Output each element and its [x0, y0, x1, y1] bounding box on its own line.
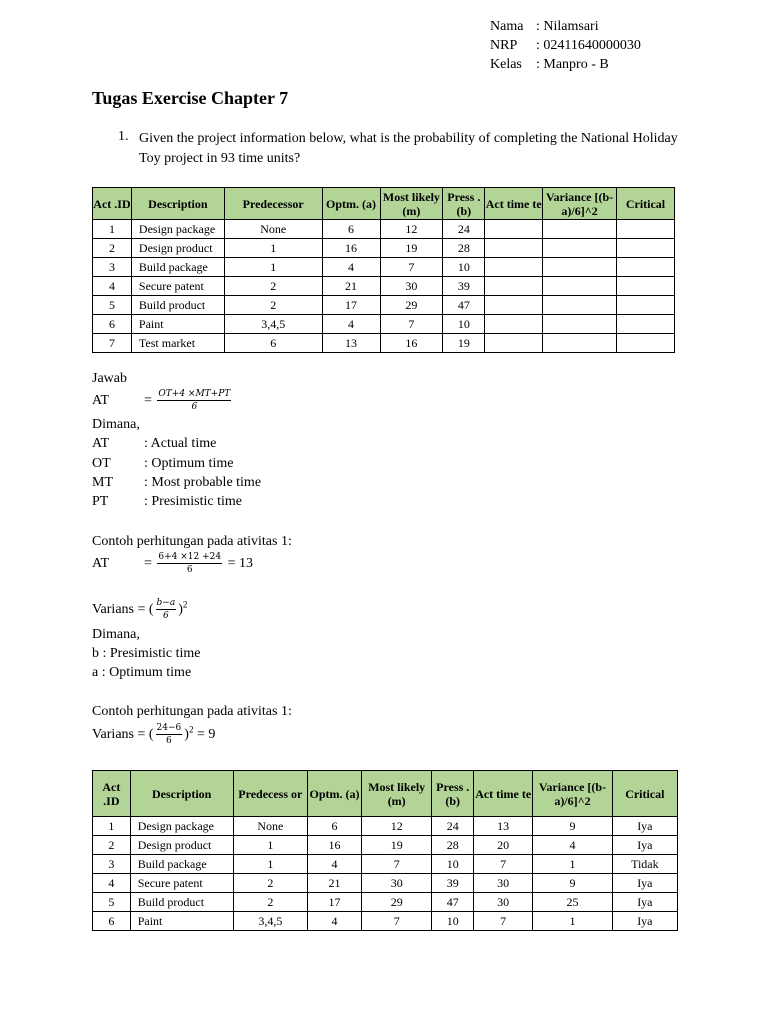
at-formula-fraction	[157, 389, 231, 413]
at-formula-denominator: 6	[191, 402, 198, 412]
table-cell: 19	[443, 334, 485, 353]
table-cell: 7	[474, 855, 533, 874]
nrp-key: NRP	[490, 38, 518, 53]
table-cell: 1	[93, 220, 132, 239]
table-cell: 1	[533, 855, 612, 874]
table-cell: 7	[380, 315, 443, 334]
table-cell: 21	[308, 874, 362, 893]
table-cell: 7	[380, 258, 443, 277]
table-cell: None	[233, 817, 307, 836]
definition-item	[92, 456, 233, 472]
jawab-label: Jawab	[92, 371, 127, 386]
column-header: Description	[131, 188, 224, 220]
ex2-close: )	[184, 727, 189, 743]
table-cell	[485, 239, 543, 258]
table-cell: 4	[322, 315, 380, 334]
table-cell: 28	[443, 239, 485, 258]
table-row	[93, 817, 678, 836]
table-cell: 39	[432, 874, 474, 893]
ex1-result: = 13	[227, 556, 254, 572]
table-cell	[485, 296, 543, 315]
table-cell: 3,4,5	[233, 912, 307, 931]
table-cell: 12	[380, 220, 443, 239]
table-cell: Build product	[131, 296, 224, 315]
table-cell: 4	[308, 855, 362, 874]
table-cell: 24	[443, 220, 485, 239]
definition-key: PT	[92, 494, 109, 509]
table-cell: 30	[380, 277, 443, 296]
varians-fraction	[156, 598, 177, 622]
contoh-label-1: Contoh perhitungan pada ativitas 1:	[92, 534, 292, 549]
at-label: AT	[92, 393, 110, 409]
column-header: Description	[130, 771, 233, 817]
varians-exponent: 2	[182, 599, 188, 610]
table-cell: Iya	[612, 893, 677, 912]
definition-value: : Optimum time	[144, 456, 234, 471]
column-header: Predecess or	[233, 771, 307, 817]
table-cell: Design product	[130, 836, 233, 855]
table-cell	[485, 315, 543, 334]
ex1-label: AT	[92, 556, 110, 572]
table-cell: 6	[93, 315, 132, 334]
table-cell: 28	[432, 836, 474, 855]
table-row	[93, 258, 675, 277]
table2-header-row	[93, 771, 678, 817]
table-cell: Design package	[131, 220, 224, 239]
column-header: Variance [(b-a)/6]^2	[543, 188, 617, 220]
b-definition: b : Presimistic time	[92, 646, 201, 661]
student-class	[490, 57, 609, 73]
table-cell	[617, 296, 675, 315]
table-cell	[543, 315, 617, 334]
question-number: 1.	[118, 129, 129, 144]
activity-table-empty	[92, 187, 675, 353]
table-row	[93, 239, 675, 258]
table-cell: Iya	[612, 836, 677, 855]
table-cell	[485, 334, 543, 353]
table-cell: Build product	[130, 893, 233, 912]
definition-value: : Presimistic time	[144, 494, 242, 509]
table-row	[93, 912, 678, 931]
table-cell: 2	[224, 296, 322, 315]
table-cell: 4	[533, 836, 612, 855]
table-row	[93, 220, 675, 239]
table-cell: 19	[362, 836, 432, 855]
table-cell: 2	[224, 277, 322, 296]
table-cell: 5	[93, 296, 132, 315]
column-header: Predecessor	[224, 188, 322, 220]
table-cell: Iya	[612, 817, 677, 836]
column-header: Act .ID	[93, 771, 131, 817]
table-cell: Paint	[131, 315, 224, 334]
table-cell	[485, 258, 543, 277]
table-cell	[543, 220, 617, 239]
kelas-value: : Manpro - B	[536, 57, 609, 72]
table-cell: 7	[93, 334, 132, 353]
table-cell: 30	[362, 874, 432, 893]
table-cell: 13	[322, 334, 380, 353]
dimana-label-2: Dimana,	[92, 627, 140, 642]
definition-item	[92, 494, 242, 510]
table-cell: Build package	[130, 855, 233, 874]
varians-denominator: 6	[163, 611, 169, 621]
table-cell: 19	[380, 239, 443, 258]
table-cell: 12	[362, 817, 432, 836]
ex2-exponent: 2	[188, 724, 194, 735]
table-row	[93, 296, 675, 315]
table-cell: 21	[322, 277, 380, 296]
column-header: Most likely (m)	[362, 771, 432, 817]
table-cell	[617, 334, 675, 353]
table-cell: 2	[93, 836, 131, 855]
table-cell: 10	[432, 912, 474, 931]
table-cell: 17	[322, 296, 380, 315]
table-cell: None	[224, 220, 322, 239]
table-cell	[543, 334, 617, 353]
ex2-result: = 9	[193, 727, 216, 743]
column-header: Critical	[617, 188, 675, 220]
table-cell: Build package	[131, 258, 224, 277]
table-row	[93, 874, 678, 893]
table1-body	[93, 220, 675, 353]
column-header: Optm. (a)	[322, 188, 380, 220]
definition-key: AT	[92, 436, 110, 451]
column-header: Act .ID	[93, 188, 132, 220]
at-example	[92, 552, 253, 576]
contoh-label-2: Contoh perhitungan pada ativitas 1:	[92, 704, 292, 719]
table-cell: 6	[308, 817, 362, 836]
table-cell: 5	[93, 893, 131, 912]
table-cell: 25	[533, 893, 612, 912]
ex1-fraction	[157, 552, 222, 576]
table-cell: Secure patent	[131, 277, 224, 296]
table-cell	[617, 258, 675, 277]
name-key: Nama	[490, 19, 524, 34]
at-formula-numerator: OT+4 ×MT+PT	[158, 389, 231, 399]
table-cell: 1	[224, 258, 322, 277]
student-nrp	[490, 38, 641, 54]
table-cell: 1	[233, 855, 307, 874]
dimana-label-1: Dimana,	[92, 417, 140, 432]
definition-item	[92, 475, 261, 491]
page-title: Tugas Exercise Chapter 7	[92, 88, 289, 108]
a-definition: a : Optimum time	[92, 665, 192, 680]
table-cell: 30	[474, 874, 533, 893]
column-header: Critical	[612, 771, 677, 817]
table-cell: 20	[474, 836, 533, 855]
table-cell	[617, 315, 675, 334]
varians-example	[92, 723, 215, 747]
table-cell: 29	[380, 296, 443, 315]
table-cell: 6	[224, 334, 322, 353]
ex1-numerator: 6+4 ×12 +24	[158, 552, 222, 562]
table-cell: 30	[474, 893, 533, 912]
table-cell: 4	[322, 258, 380, 277]
varians-numerator: b−a	[156, 598, 176, 608]
column-header: Variance [(b-a)/6]^2	[533, 771, 612, 817]
at-formula	[92, 389, 233, 413]
table-cell: 16	[380, 334, 443, 353]
student-name	[490, 19, 599, 35]
table-cell: 4	[308, 912, 362, 931]
table-cell: 2	[233, 874, 307, 893]
table-cell	[617, 239, 675, 258]
definition-key: MT	[92, 475, 113, 490]
kelas-key: Kelas	[490, 57, 522, 72]
column-header: Act time te	[474, 771, 533, 817]
table-cell: Tidak	[612, 855, 677, 874]
table-cell	[543, 258, 617, 277]
table-cell: 4	[93, 277, 132, 296]
column-header: Act time te	[485, 188, 543, 220]
table-cell: 2	[233, 893, 307, 912]
table-cell: 3	[93, 855, 131, 874]
table-cell: 1	[533, 912, 612, 931]
table-cell: 1	[224, 239, 322, 258]
ex2-fraction	[156, 723, 183, 747]
column-header: Press . (b)	[443, 188, 485, 220]
table-cell: 3	[93, 258, 132, 277]
equals-sign: =	[144, 556, 152, 572]
table-cell	[485, 277, 543, 296]
nrp-value: : 02411640000030	[536, 38, 641, 53]
table-cell: 16	[308, 836, 362, 855]
question-text: Given the project information below, what is the probability of completing the National Holiday Toy project in 93 time units?	[139, 131, 678, 166]
table-cell: 10	[432, 855, 474, 874]
table-cell: 1	[233, 836, 307, 855]
table-cell: 24	[432, 817, 474, 836]
table-row	[93, 855, 678, 874]
table-cell: Iya	[612, 874, 677, 893]
table-cell: 6	[322, 220, 380, 239]
table-cell: 39	[443, 277, 485, 296]
table-cell: 47	[432, 893, 474, 912]
table2-body	[93, 817, 678, 931]
table-row	[93, 315, 675, 334]
table-cell	[485, 220, 543, 239]
table-cell: Design package	[130, 817, 233, 836]
table-cell: 7	[474, 912, 533, 931]
table-cell	[617, 277, 675, 296]
table-cell	[543, 277, 617, 296]
table-cell: Iya	[612, 912, 677, 931]
table-cell: 1	[93, 817, 131, 836]
table1-header-row	[93, 188, 675, 220]
table-cell: 9	[533, 817, 612, 836]
name-value: : Nilamsari	[536, 19, 599, 34]
table-cell: 3,4,5	[224, 315, 322, 334]
ex2-label: Varians = (	[92, 727, 154, 743]
table-cell: 6	[93, 912, 131, 931]
table-row	[93, 277, 675, 296]
varians-label: Varians = (	[92, 602, 154, 618]
table-cell	[617, 220, 675, 239]
ex1-denominator: 6	[186, 565, 193, 575]
table-cell: 29	[362, 893, 432, 912]
ex2-numerator: 24−6	[156, 723, 182, 733]
activity-table-filled	[92, 770, 678, 931]
definition-value: : Actual time	[144, 436, 217, 451]
table-cell: 10	[443, 258, 485, 277]
table-cell	[543, 296, 617, 315]
table-cell: Test market	[131, 334, 224, 353]
table-cell: 7	[362, 912, 432, 931]
column-header: Press . (b)	[432, 771, 474, 817]
table-cell: 7	[362, 855, 432, 874]
table-row	[93, 334, 675, 353]
equals-sign: =	[144, 393, 152, 409]
table-cell: Paint	[130, 912, 233, 931]
table-cell: 4	[93, 874, 131, 893]
table-cell: 10	[443, 315, 485, 334]
table-row	[93, 836, 678, 855]
definition-value: : Most probable time	[144, 475, 262, 490]
table-cell	[543, 239, 617, 258]
table-cell: 9	[533, 874, 612, 893]
table-cell: 13	[474, 817, 533, 836]
column-header: Optm. (a)	[308, 771, 362, 817]
table-cell: 2	[93, 239, 132, 258]
table-cell: 17	[308, 893, 362, 912]
table-row	[93, 893, 678, 912]
ex2-denominator: 6	[166, 736, 172, 746]
varians-formula	[92, 598, 187, 622]
table-cell: 47	[443, 296, 485, 315]
table-cell: Design product	[131, 239, 224, 258]
definition-item	[92, 436, 216, 452]
definition-key: OT	[92, 456, 111, 471]
column-header: Most likely (m)	[380, 188, 443, 220]
table-cell: 16	[322, 239, 380, 258]
table-cell: Secure patent	[130, 874, 233, 893]
varians-close: )	[178, 602, 183, 618]
